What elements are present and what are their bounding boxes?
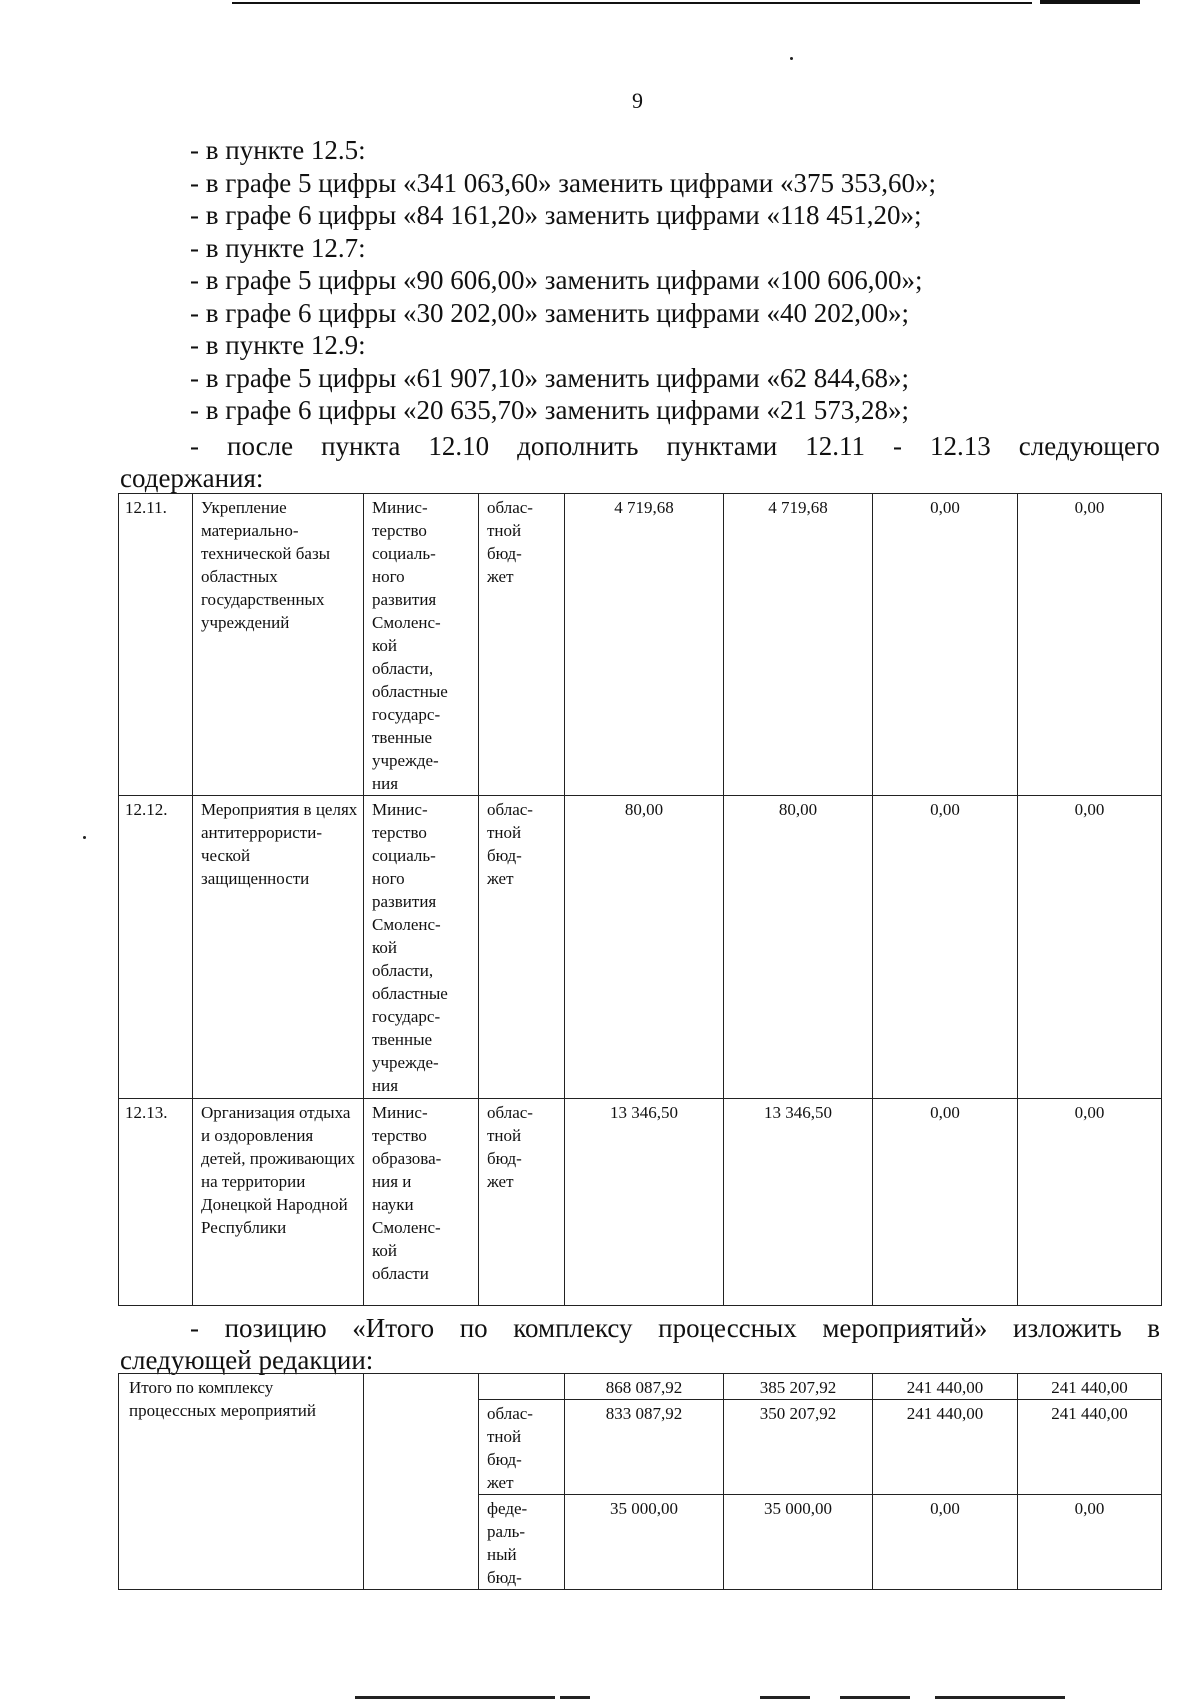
paragraph-word: пунктами — [666, 431, 778, 461]
table-row — [119, 796, 1162, 1099]
paragraph-word: комплексу — [513, 1313, 633, 1343]
item-value: 0,00 — [873, 1099, 1018, 1306]
item-name: Организация отдыха и оздоровления детей, проживающих на территории Донецкой Народной Республики — [193, 1099, 364, 1306]
scan-bottom-noise — [840, 1696, 910, 1699]
amendment-line: - в графе 6 цифры «20 635,70» заменить цифрами «21 573,28»; — [190, 395, 909, 425]
item-code: 12.11. — [119, 494, 193, 796]
paragraph-word: - — [190, 431, 199, 461]
item-funding-source: облас- тной бюд- жет — [479, 796, 565, 1099]
total-value: 241 440,00 — [873, 1374, 1018, 1400]
paragraph-continuation: следующей редакции: — [120, 1345, 374, 1375]
amendment-line: - в графе 5 цифры «341 063,60» заменить цифрами «375 353,60»; — [190, 167, 936, 198]
item-value: 0,00 — [873, 494, 1018, 796]
paragraph-total-position — [120, 1312, 1160, 1344]
item-value: 80,00 — [724, 796, 873, 1099]
total-value: 0,00 — [1018, 1495, 1162, 1590]
item-funding-source: облас- тной бюд- жет — [479, 494, 565, 796]
item-code: 12.12. — [119, 796, 193, 1099]
item-name: Укрепление материально-технической базы областных государственных учреждений — [193, 494, 364, 796]
table-row — [119, 1099, 1162, 1306]
amendment-line: - в пункте 12.7: — [190, 232, 366, 263]
amendment-list — [190, 134, 1160, 427]
total-value: 241 440,00 — [1018, 1400, 1162, 1495]
scan-bottom-noise — [560, 1696, 590, 1699]
item-value: 0,00 — [1018, 796, 1162, 1099]
amendment-line: - в пункте 12.5: — [190, 135, 366, 165]
scan-edge-line-right — [1040, 0, 1140, 4]
paragraph-word: дополнить — [517, 431, 639, 461]
paragraph-word: «Итого — [352, 1313, 435, 1343]
item-value: 0,00 — [1018, 494, 1162, 796]
paragraph-insert-items — [120, 430, 1160, 462]
total-table — [118, 1373, 1162, 1590]
total-value: 35 000,00 — [565, 1495, 724, 1590]
item-value: 13 346,50 — [724, 1099, 873, 1306]
total-value: 385 207,92 — [724, 1374, 873, 1400]
paragraph-word: 12.11 — [805, 431, 865, 461]
item-name: Мероприятия в целях антитеррористи-ческой защищенности — [193, 796, 364, 1099]
total-value: 0,00 — [873, 1495, 1018, 1590]
amendment-line: - в графе 6 цифры «84 161,20» заменить цифрами «118 451,20»; — [190, 200, 922, 230]
paragraph-word: мероприятий» — [822, 1313, 988, 1343]
scan-bottom-noise — [355, 1696, 555, 1699]
paragraph-word: процессных — [658, 1313, 797, 1343]
scan-bottom-noise — [760, 1696, 810, 1699]
table-row — [119, 1374, 1162, 1400]
total-value: 35 000,00 — [724, 1495, 873, 1590]
page-number: 9 — [632, 88, 643, 113]
paragraph-word: 12.13 — [930, 431, 991, 461]
scan-speck-margin — [83, 836, 86, 839]
paragraph-word: следующего — [1018, 431, 1160, 461]
item-value: 0,00 — [1018, 1099, 1162, 1306]
total-value: 241 440,00 — [873, 1400, 1018, 1495]
item-value: 13 346,50 — [565, 1099, 724, 1306]
total-value: 241 440,00 — [1018, 1374, 1162, 1400]
item-value: 80,00 — [565, 796, 724, 1099]
total-source-empty — [479, 1374, 565, 1400]
table-row — [119, 494, 1162, 796]
total-value: 350 207,92 — [724, 1400, 873, 1495]
paragraph-word: - — [893, 431, 902, 461]
item-value: 4 719,68 — [724, 494, 873, 796]
amendment-line: - в графе 6 цифры «30 202,00» заменить цифрами «40 202,00»; — [190, 297, 909, 328]
funding-source: облас- тной бюд- жет — [479, 1400, 565, 1495]
item-funding-source: облас- тной бюд- жет — [479, 1099, 565, 1306]
total-label: Итого по комплексу процессных мероприятий — [119, 1374, 364, 1590]
paragraph-word: - — [190, 1313, 199, 1343]
paragraph-word: 12.10 — [428, 431, 490, 461]
amendment-line: - в графе 5 цифры «61 907,10» заменить цифрами «62 844,68»; — [190, 362, 909, 393]
total-value: 868 087,92 — [565, 1374, 724, 1400]
scan-speck — [790, 57, 793, 60]
item-executor: Минис- терство социаль- ного развития Смоленс- кой области, областные государс- твенные учрежде- ния — [364, 796, 479, 1099]
paragraph-word: по — [459, 1313, 488, 1343]
paragraph-word: изложить — [1013, 1313, 1122, 1343]
total-executor-empty — [364, 1374, 479, 1590]
total-value: 833 087,92 — [565, 1400, 724, 1495]
paragraph-word: пункта — [321, 431, 401, 461]
measures-table — [118, 493, 1162, 1306]
amendment-line: - в графе 5 цифры «90 606,00» заменить цифрами «100 606,00»; — [190, 265, 923, 295]
amendment-line: - в пункте 12.9: — [190, 330, 366, 360]
item-value: 4 719,68 — [565, 494, 724, 796]
item-value: 0,00 — [873, 796, 1018, 1099]
item-executor: Минис- терство образова- ния и науки Смоленс- кой области — [364, 1099, 479, 1306]
paragraph-word: после — [227, 431, 294, 461]
funding-source: феде- раль- ный бюд- — [479, 1495, 565, 1590]
paragraph-continuation: содержания: — [120, 463, 264, 493]
scan-edge-line — [232, 2, 1032, 4]
item-code: 12.13. — [119, 1099, 193, 1306]
scan-bottom-noise — [935, 1696, 1065, 1699]
paragraph-word: в — [1147, 1313, 1160, 1343]
paragraph-word: позицию — [224, 1313, 327, 1343]
item-executor: Минис- терство социаль- ного развития Смоленс- кой области, областные государс- твенные учрежде- ния — [364, 494, 479, 796]
